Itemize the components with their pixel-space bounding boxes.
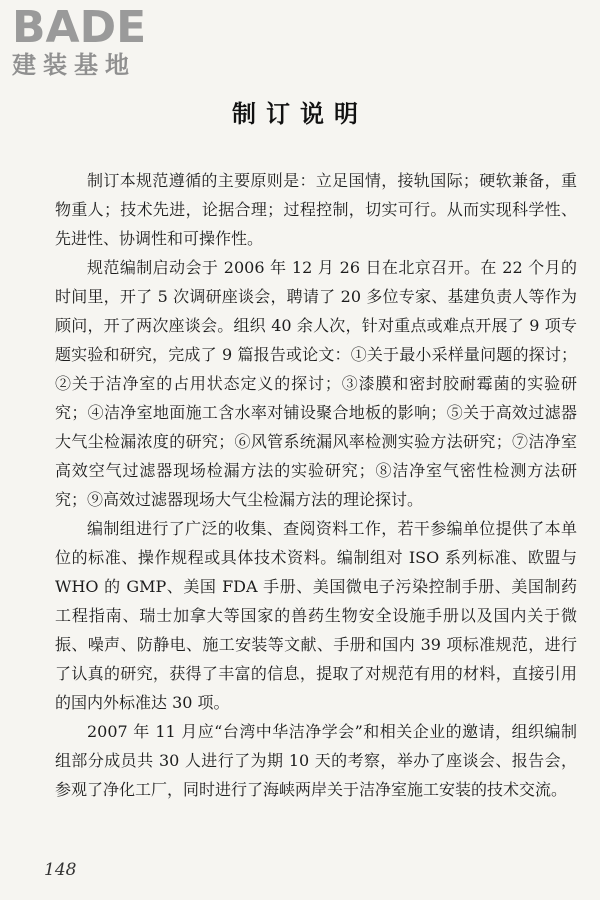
paragraph-kickoff: 规范编制启动会于 2006 年 12 月 26 日在北京召开。在 22 个月的时间里，开了 5 次调研座谈会，聘请了 20 多位专家、基建负责人等作为顾问，开了两次座谈会。组织 40 余人次，针对重点或难点开展了 9 项专题实验和研究，完成了 9 篇报告或论文：①关于最小采样量问题的探讨；②关于洁净室的占用状态定义的探讨；③漆膜和密封胶耐霉菌的实验研究；④洁净室地面施工含水率对铺设聚合地板的影响；⑤关于高效过滤器大气尘检漏浓度的研究；⑥风管系统漏风率检测实验方法研究；⑦洁净室高效空气过滤器现场检漏方法的实验研究；⑧洁净室气密性检测方法研究；⑨高效过滤器现场大气尘检漏方法的理论探讨。 (55, 258, 577, 509)
logo-wordmark: BADE (12, 2, 147, 53)
logo (12, 2, 182, 80)
paragraph-references: 编制组进行了广泛的收集、查阅资料工作，若干参编单位提供了本单位的标准、操作规程或具体技术资料。编制组对 ISO 系列标准、欧盟与 WHO 的 GMP、美国 FDA 手册、美国微电子污染控制手册、美国制药工程指南、瑞士加拿大等国家的兽药生物安全设施手册以及国内关于微振、噪声、防静电、施工安装等文献、手册和国内 39 项标准规范，进行了认真的研究，获得了丰富的信息，提取了对规范有用的材料，直接引用的国内外标准达 30 项。 (55, 519, 577, 712)
paragraph-principles: 制订本规范遵循的主要原则是：立足国情，接轨国际；硬软兼备，重物重人；技术先进，论据合理；过程控制，切实可行。从而实现科学性、先进性、协调性和可操作性。 (55, 171, 577, 248)
page-number: 148 (44, 860, 77, 880)
document-body (55, 166, 577, 804)
paragraph-taiwan-visit: 2007 年 11 月应“台湾中华洁净学会”和相关企业的邀请，组织编制组部分成员共 30 人进行了为期 10 天的考察，举办了座谈会、报告会，参观了净化工厂，同时进行了海峡两岸关于洁净室施工安装的技术交流。 (55, 722, 577, 799)
page-title: 制订说明 (232, 100, 368, 128)
logo-subtitle: 建装基地 (12, 51, 136, 79)
